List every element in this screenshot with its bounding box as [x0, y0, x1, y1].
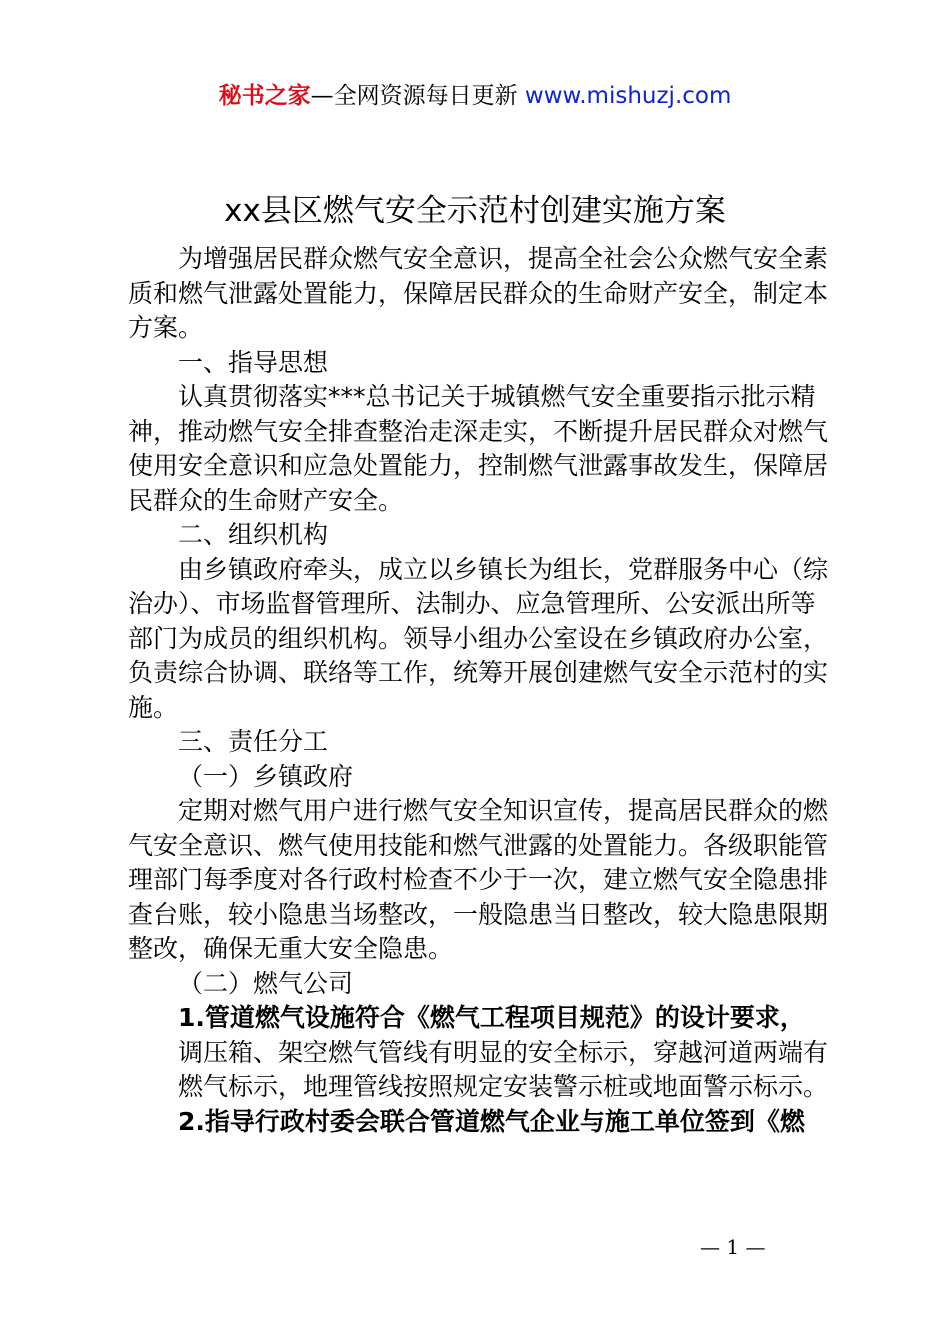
site-brand: 秘书之家 — [218, 83, 311, 109]
township-government-paragraph: 定期对燃气用户进行燃气安全知识宣传，提高居民群众的燃气安全意识、燃气使用技能和燃气泄露的处置能力。各级职能管理部门每季度对各行政村检查不少于一次，建立燃气安全隐患排查台账，较小隐患当场整改，一般隐患当日整改，较大隐患限期整改，确保无重大安全隐患。 — [128, 796, 829, 963]
list-item-1-detail-line-1: 调压箱、架空燃气管线有明显的安全标示，穿越河道两端有 — [178, 1037, 829, 1067]
document-body — [128, 242, 833, 1139]
intro-paragraph: 为增强居民群众燃气安全意识，提高全社会公众燃气安全素质和燃气泄露处置能力，保障居民群众的生命财产安全，制定本方案。 — [128, 244, 829, 342]
site-url-link[interactable]: www.mishuzj.com — [524, 83, 732, 109]
site-tagline: —全网资源每日更新 — [310, 83, 525, 109]
subsection-heading-gas-company: （二）燃气公司 — [178, 968, 354, 998]
section-heading-guiding-ideology: 一、指导思想 — [178, 347, 329, 377]
section-heading-responsibilities: 三、责任分工 — [178, 727, 329, 756]
subsection-heading-township-government: （一）乡镇政府 — [178, 761, 354, 791]
list-item-1: 1.管道燃气设施符合《燃气工程项目规范》的设计要求， — [178, 1003, 805, 1032]
list-item-2: 2.指导行政村委会联合管道燃气企业与施工单位签到《燃 — [178, 1106, 805, 1136]
section-heading-organization: 二、组织机构 — [178, 520, 329, 549]
site-header — [0, 80, 950, 112]
page-number: — 1 — — [700, 1235, 766, 1259]
list-item-1-detail-line-2: 燃气标示，地理管线按照规定安装警示桩或地面警示标示。 — [178, 1072, 829, 1101]
guiding-ideology-paragraph: 认真贯彻落实***总书记关于城镇燃气安全重要指示批示精神，推动燃气安全排查整治走深走实，不断提升居民群众对燃气使用安全意识和应急处置能力，控制燃气泄露事故发生，保障居民群众的生命财产安全。 — [128, 382, 829, 515]
organization-paragraph: 由乡镇政府牵头，成立以乡镇长为组长，党群服务中心（综治办）、市场监督管理所、法制办、应急管理所、公安派出所等部门为成员的组织机构。领导小组办公室设在乡镇政府办公室，负责综合协调、联络等工作，统筹开展创建燃气安全示范村的实施。 — [128, 554, 829, 722]
document-title: xx县区燃气安全示范村创建实施方案 — [224, 193, 726, 229]
